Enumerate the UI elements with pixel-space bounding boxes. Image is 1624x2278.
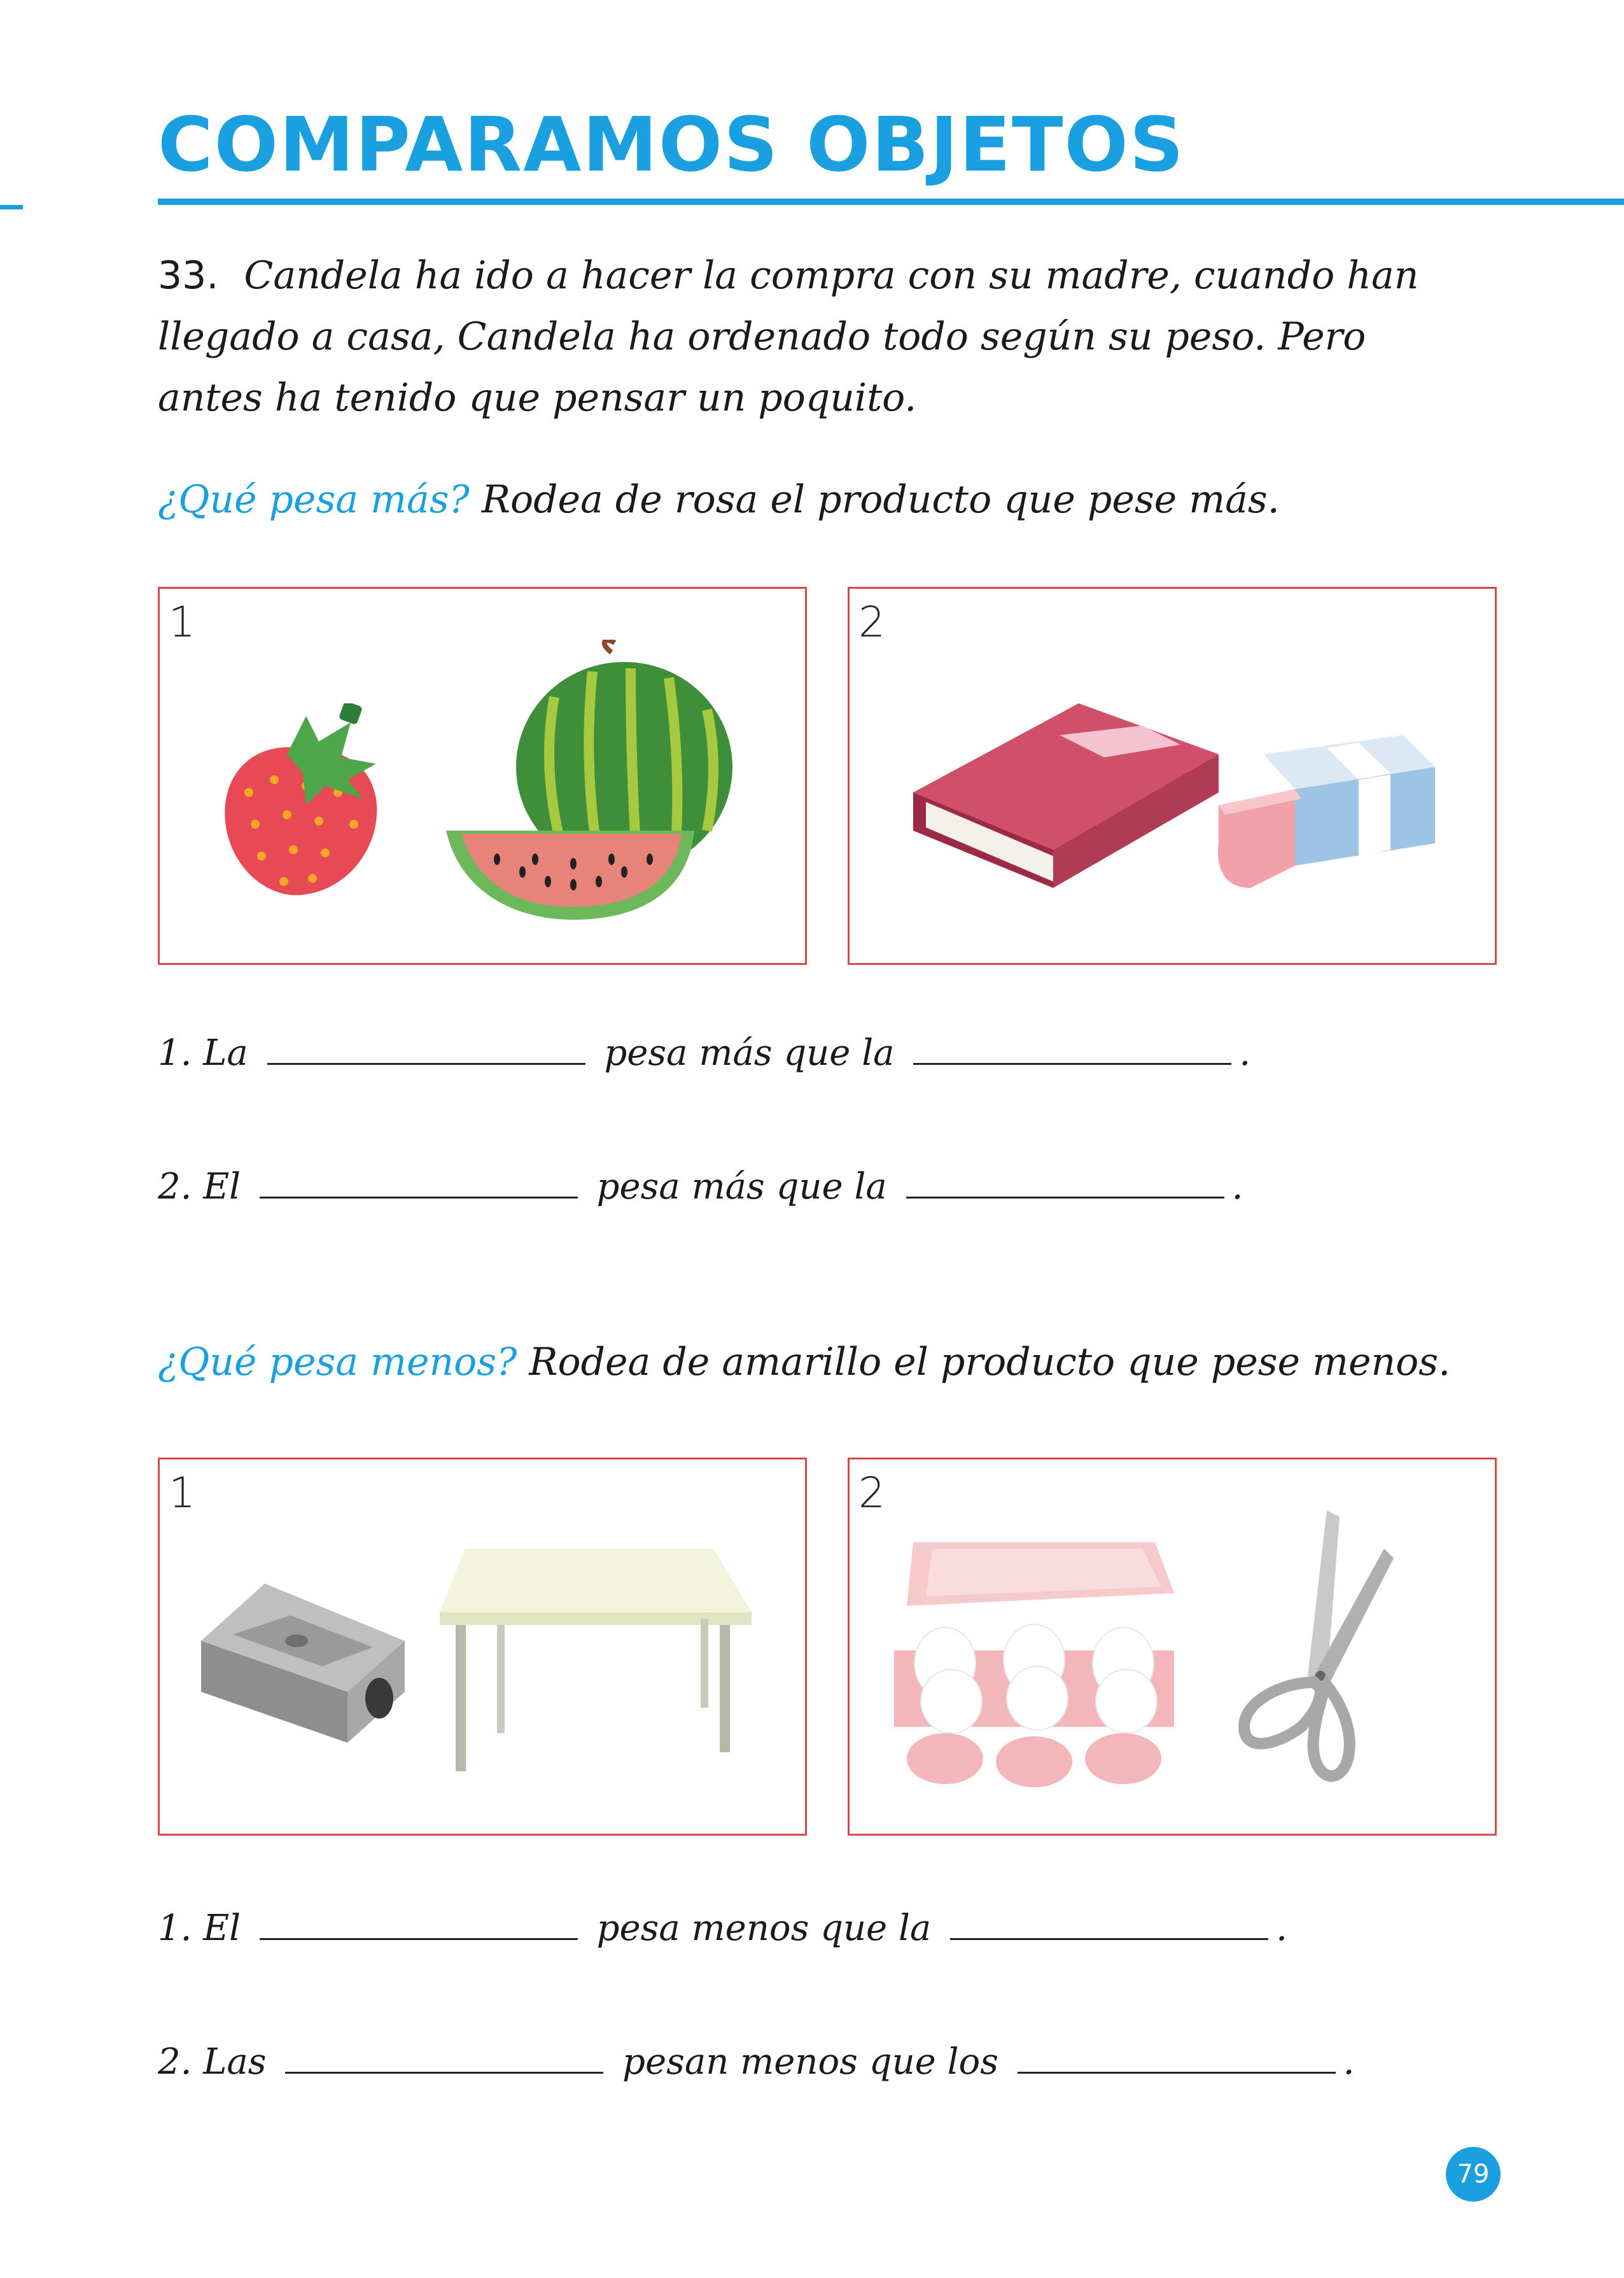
sentence-end: . [1231, 1166, 1243, 1207]
sentence-prefix: 2. Las [158, 2041, 267, 2083]
question-more: ¿Qué pesa más? [158, 477, 470, 522]
answer-blank[interactable] [906, 1165, 1224, 1199]
question-less: ¿Qué pesa menos? [158, 1340, 517, 1384]
sentence-prefix: 2. El [158, 1166, 241, 1207]
exercise-text: Candela ha ido a hacer la compra con su madre, cuando han llegado a casa, Candela ha ordenado todo según su peso. Pero antes ha tenido que pensar un poquito. [158, 253, 1419, 420]
answer-blank[interactable] [267, 1031, 585, 1065]
sentence-end: . [1239, 1032, 1251, 1074]
sentence-end: . [1343, 2041, 1355, 2083]
answer-blank[interactable] [260, 1165, 578, 1199]
box-number: 2 [858, 598, 885, 647]
answer-blank[interactable] [913, 1031, 1231, 1065]
box-number: 1 [169, 1468, 195, 1517]
answer-blank[interactable] [950, 1906, 1268, 1940]
sentence-more-1 [158, 1031, 1250, 1074]
watermelon-icon[interactable] [440, 640, 745, 926]
instruction-more-text: Rodea de rosa el producto que pese más. [481, 477, 1280, 522]
sentence-prefix: 1. La [158, 1032, 248, 1074]
exercise-number: 33. [158, 253, 219, 298]
sentence-middle: pesa más que la [596, 1166, 887, 1207]
answer-blank[interactable] [260, 1906, 578, 1940]
sentence-middle: pesa menos que la [596, 1908, 932, 1949]
sentence-less-2 [158, 2040, 1355, 2083]
box-less-2[interactable] [848, 1458, 1497, 1836]
margin-mark [0, 205, 23, 209]
sentence-prefix: 1. El [158, 1908, 241, 1949]
page-number-badge: 79 [1446, 2147, 1501, 2202]
instruction-less-text: Rodea de amarillo el producto que pese menos. [529, 1340, 1451, 1384]
eraser-icon[interactable] [1212, 729, 1441, 907]
scissors-icon[interactable] [1231, 1510, 1397, 1790]
instruction-more [158, 477, 1280, 522]
sentence-end: . [1276, 1908, 1287, 1949]
answer-blank[interactable] [1018, 2040, 1336, 2074]
box-number: 2 [858, 1468, 885, 1517]
sentence-middle: pesan menos que los [622, 2041, 998, 2083]
instruction-less [158, 1340, 1450, 1384]
strawberry-icon[interactable] [211, 703, 402, 907]
page-title: COMPARAMOS OBJETOS [158, 101, 1185, 188]
exercise-statement [158, 245, 1469, 428]
sentence-less-1 [158, 1906, 1287, 1949]
box-more-2[interactable] [848, 587, 1497, 965]
sentence-more-2 [158, 1165, 1243, 1207]
box-more-1[interactable] [158, 587, 807, 965]
title-underline [158, 199, 1624, 205]
sharpener-icon[interactable] [195, 1564, 411, 1743]
table-icon[interactable] [440, 1542, 758, 1771]
answer-blank[interactable] [285, 2040, 603, 2074]
sentence-middle: pesa más que la [604, 1032, 895, 1074]
box-number: 1 [169, 598, 195, 647]
box-less-1[interactable] [158, 1458, 807, 1836]
book-icon[interactable] [900, 697, 1231, 894]
egg-carton-icon[interactable] [894, 1536, 1174, 1790]
